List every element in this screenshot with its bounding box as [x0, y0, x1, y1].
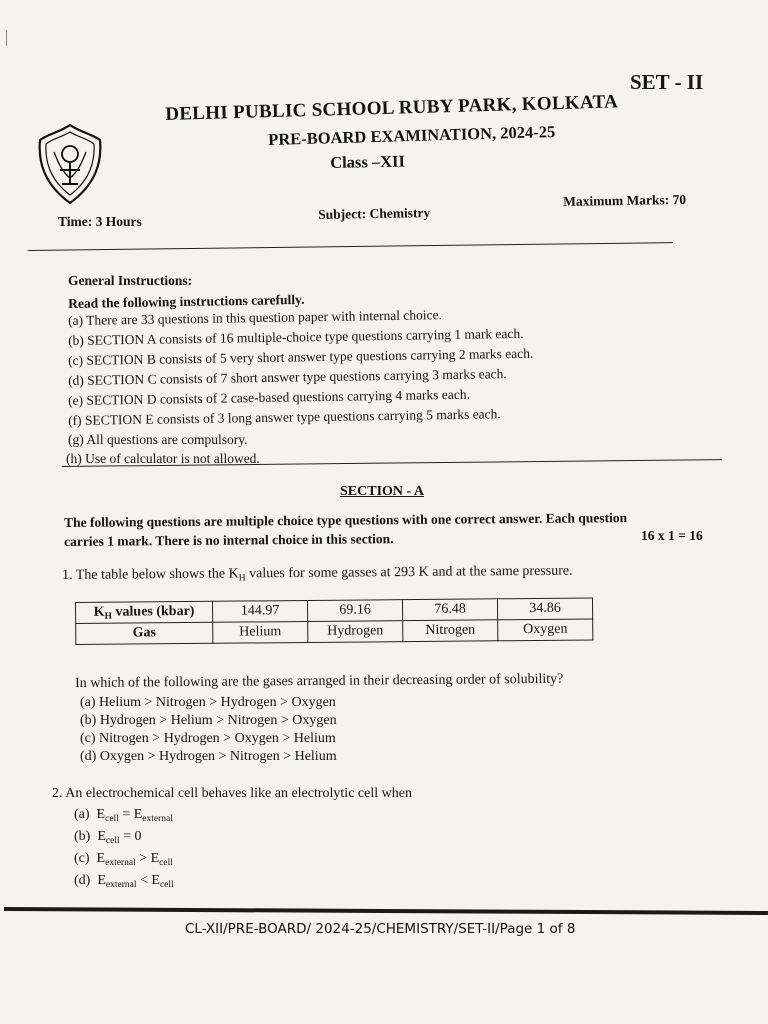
instruction-item: (g) All questions are compulsory.	[68, 432, 248, 447]
header-divider	[28, 242, 673, 251]
school-logo	[34, 122, 106, 206]
set-number: SET - II	[630, 70, 704, 94]
option-d: (d) Oxygen > Hydrogen > Nitrogen > Helium	[80, 749, 337, 764]
option-a: (a) $E_{cell} = E_{external}$	[74, 807, 173, 824]
instruction-item: (b) SECTION A consists of 16 multiple-choice type questions carrying 1 mark each.	[68, 325, 524, 348]
instruction-item: (d) SECTION C consists of 7 short answer type questions carrying 3 marks each.	[68, 366, 507, 388]
page-footer: CL-XII/PRE-BOARD/ 2024-25/CHEMISTRY/SET-II/Page 1 of 8	[185, 921, 576, 937]
instruction-item: (a) There are 33 questions in this question paper with internal choice.	[68, 307, 443, 328]
option-d: (d) $E_{external} < E_{cell}$	[74, 873, 174, 890]
read-instructions-line: Read the following instructions carefully.	[68, 291, 305, 311]
instruction-item: (h) Use of calculator is not allowed.	[66, 451, 260, 466]
section-intro-line2: carries 1 mark. There is no internal choice in this section.	[64, 531, 394, 549]
table-cell: 69.16	[307, 600, 402, 622]
option-a: (a) Helium > Nitrogen > Hydrogen > Oxygen	[80, 695, 336, 710]
option-b: (b) Hydrogen > Helium > Nitrogen > Oxygen	[80, 713, 337, 728]
table-cell: 144.97	[212, 600, 307, 622]
option-b: (b) $E_{cell} = 0$	[74, 829, 142, 846]
question-1-prompt: In which of the following are the gases arranged in their decreasing order of solubility?	[75, 671, 564, 691]
table-row-header: $K_H$ values (kbar)	[76, 601, 213, 623]
option-c: (c) Nitrogen > Hydrogen > Oxygen > Helium	[80, 731, 336, 746]
table-cell: Helium	[213, 621, 308, 643]
exam-title: PRE-BOARD EXAMINATION, 2024-25	[268, 121, 556, 149]
question-2-text: 2. An electrochemical cell behaves like an electrolytic cell when	[52, 786, 412, 801]
section-title: SECTION - A	[340, 484, 425, 499]
time-label: Time: 3 Hours	[58, 214, 142, 229]
school-name: DELHI PUBLIC SCHOOL RUBY PARK, KOLKATA	[165, 91, 619, 125]
table-row-header: Gas	[76, 622, 213, 644]
table-cell: 76.48	[402, 599, 497, 621]
subject-label: Subject: Chemistry	[318, 205, 431, 222]
option-c: (c) $E_{external} > E_{cell}$	[74, 851, 173, 868]
table-cell: Hydrogen	[308, 621, 403, 643]
table-cell: 34.86	[497, 598, 592, 620]
footer-divider	[4, 907, 768, 915]
instruction-item: (e) SECTION D consists of 2 case-based questions carrying 4 marks each.	[68, 386, 471, 408]
table-cell: Nitrogen	[403, 620, 498, 642]
section-marks: 16 x 1 = 16	[641, 528, 703, 543]
instruction-item: (f) SECTION E consists of 3 long answer type questions carrying 5 marks each.	[68, 406, 501, 428]
general-instructions-heading: General Instructions:	[68, 273, 193, 288]
kh-values-table	[75, 597, 593, 645]
table-row	[76, 619, 593, 645]
section-intro-line1: The following questions are multiple choice type questions with one correct answer. Each question	[64, 510, 628, 530]
stray-mark	[6, 30, 7, 46]
table-cell: Oxygen	[498, 619, 593, 641]
instruction-item: (c) SECTION B consists of 5 very short answer type questions carrying 2 marks each.	[68, 345, 534, 368]
max-marks-label: Maximum Marks: 70	[563, 191, 687, 209]
question-1-text: 1. The table below shows the $K_H$ values for some gasses at 293 K and at the same pressure.	[62, 563, 573, 584]
class-label: Class –XII	[330, 151, 406, 172]
